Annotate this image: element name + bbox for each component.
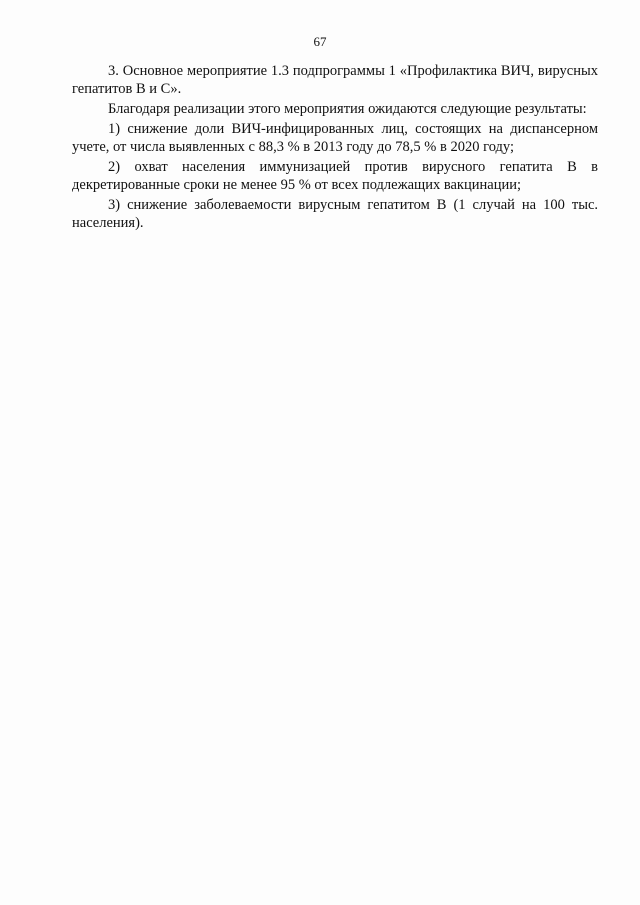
paragraph: Благодаря реализации этого мероприятия ожидаются следующие результаты: bbox=[108, 101, 587, 117]
paragraph: 3) снижение заболеваемости вирусным гепатитом В (1 случай на 100 тыс. населения). bbox=[72, 197, 598, 231]
paragraph: 1) снижение доли ВИЧ-инфицированных лиц, состоящих на диспансерном учете, от числа выявленных с 88,3 % в 2013 году до 78,5 % в 2020 году; bbox=[72, 121, 598, 155]
page-number: 67 bbox=[313, 34, 327, 49]
paragraph: 2) охват населения иммунизацией против вирусного гепатита В в декретированные сроки не менее 95 % от всех подлежащих вакцинации; bbox=[72, 159, 598, 193]
paragraph: 3. Основное мероприятие 1.3 подпрограммы 1 «Профилактика ВИЧ, вирусных гепатитов В и С». bbox=[72, 63, 598, 97]
document-body bbox=[72, 62, 598, 234]
